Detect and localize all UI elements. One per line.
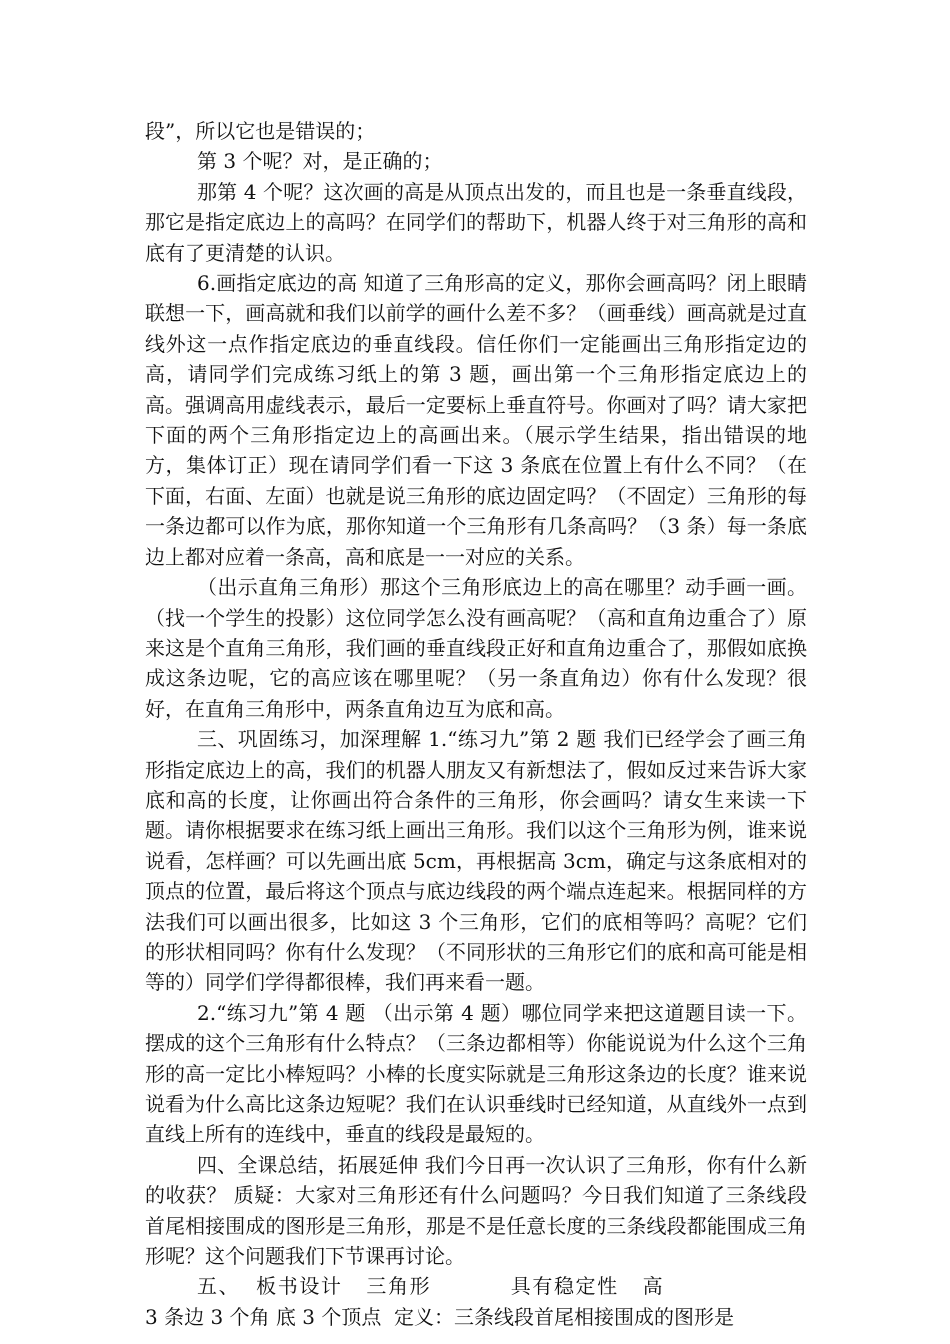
board-design-line-1: 五、 板书设计 三角形 具有稳定性 高: [197, 1274, 665, 1299]
paragraph-practice: 三、巩固练习，加深理解 1.“练习九”第 2 题 我们已经学会了画三角形指定底边上的高，我们的机器人朋友又有新想法了，假如反过来告诉大家底和高的长度，让你画出符合条件的三角形，你会画吗？请女生来读一下题。请你根据要求在练习纸上画出三角形。我们以这个三角形为例，谁来说说看，怎样画？可以先画出底 5cm，再根据高 3cm，确定与这条底相对的顶点的位置，最后将这个顶点与底边线段的两个端点连起来。根据同样的方法我们可以画出很多，比如这 3 个三角形，它们的底相等吗？高呢？它们的形状相同吗？你有什么发现？（不同形状的三角形它们的底和高可能是相等的）同学们学得都很棒，我们再来看一题。: [145, 727, 807, 995]
paragraph-exercise-4: 2.“练习九”第 4 题 （出示第 4 题）哪位同学来把这道题目读一下。摆成的这个三角形有什么特点？（三条边都相等）你能说说为什么这个三角形的高一定比小棒短吗？小棒的长度实际就是三角形这条边的长度？谁来说说看为什么高比这条边短呢？我们在认识垂线时已经知道，从直线外一点到直线上所有的连线中，垂直的线段是最短的。: [145, 1000, 807, 1147]
paragraph-summary: 四、全课总结，拓展延伸 我们今日再一次认识了三角形，你有什么新的收获？ 质疑：大家对三角形还有什么问题吗？今日我们知道了三条线段首尾相接围成的图形是三角形，那是不是任意长度的三条线段都能围成三角形呢？这个问题我们下节课再讨论。: [145, 1152, 807, 1269]
paragraph-draw-height: 6.画指定底边的高 知道了三角形高的定义，那你会画高吗？闭上眼睛联想一下，画高就和我们以前学的画什么差不多？（画垂线）画高就是过直线外这一点作指定底边的垂直线段。信任你们一定能画出三角形指定边的高，请同学们完成练习纸上的第 3 题，画出第一个三角形指定底边上的高。强调高用虚线表示，最后一定要标上垂直符号。你画对了吗？请大家把下面的两个三角形指定边上的高画出来。（展示学生结果，指出错误的地方，集体订正）现在请同学们看一下这 3 条底在位置上有什么不同？（在下面，右面、左面）也就是说三角形的底边固定吗？（不固定）三角形的每一条边都可以作为底，那你知道一个三角形有几条高吗？（3 条）每一条底边上都对应着一条高，高和底是一一对应的关系。: [145, 271, 807, 569]
paragraph-item-4: 那第 4 个呢？这次画的高是从顶点出发的，而且也是一条垂直线段，那它是指定底边上的高吗？在同学们的帮助下，机器人终于对三角形的高和底有了更清楚的认识。: [145, 179, 807, 265]
paragraph-right-triangle: （出示直角三角形）那这个三角形底边上的高在哪里？动手画一画。（找一个学生的投影）这位同学怎么没有画高呢？（高和直角边重合了）原来这是个直角三角形，我们画的垂直线段正好和直角边重合了，那假如底换成这条边呢，它的高应该在哪里呢？（另一条直角边）你有什么发现？很好，在直角三角形中，两条直角边互为底和高。: [145, 575, 807, 721]
document-page: [145, 116, 807, 1332]
paragraph-item-3: 第 3 个呢？对，是正确的；: [197, 149, 443, 174]
board-design-line-2: 3 条边 3 个角 底 3 个顶点 定义：三条线段首尾相接围成的图形是: [145, 1304, 735, 1329]
paragraph-continuation: 段”，所以它也是错误的；: [145, 119, 376, 143]
